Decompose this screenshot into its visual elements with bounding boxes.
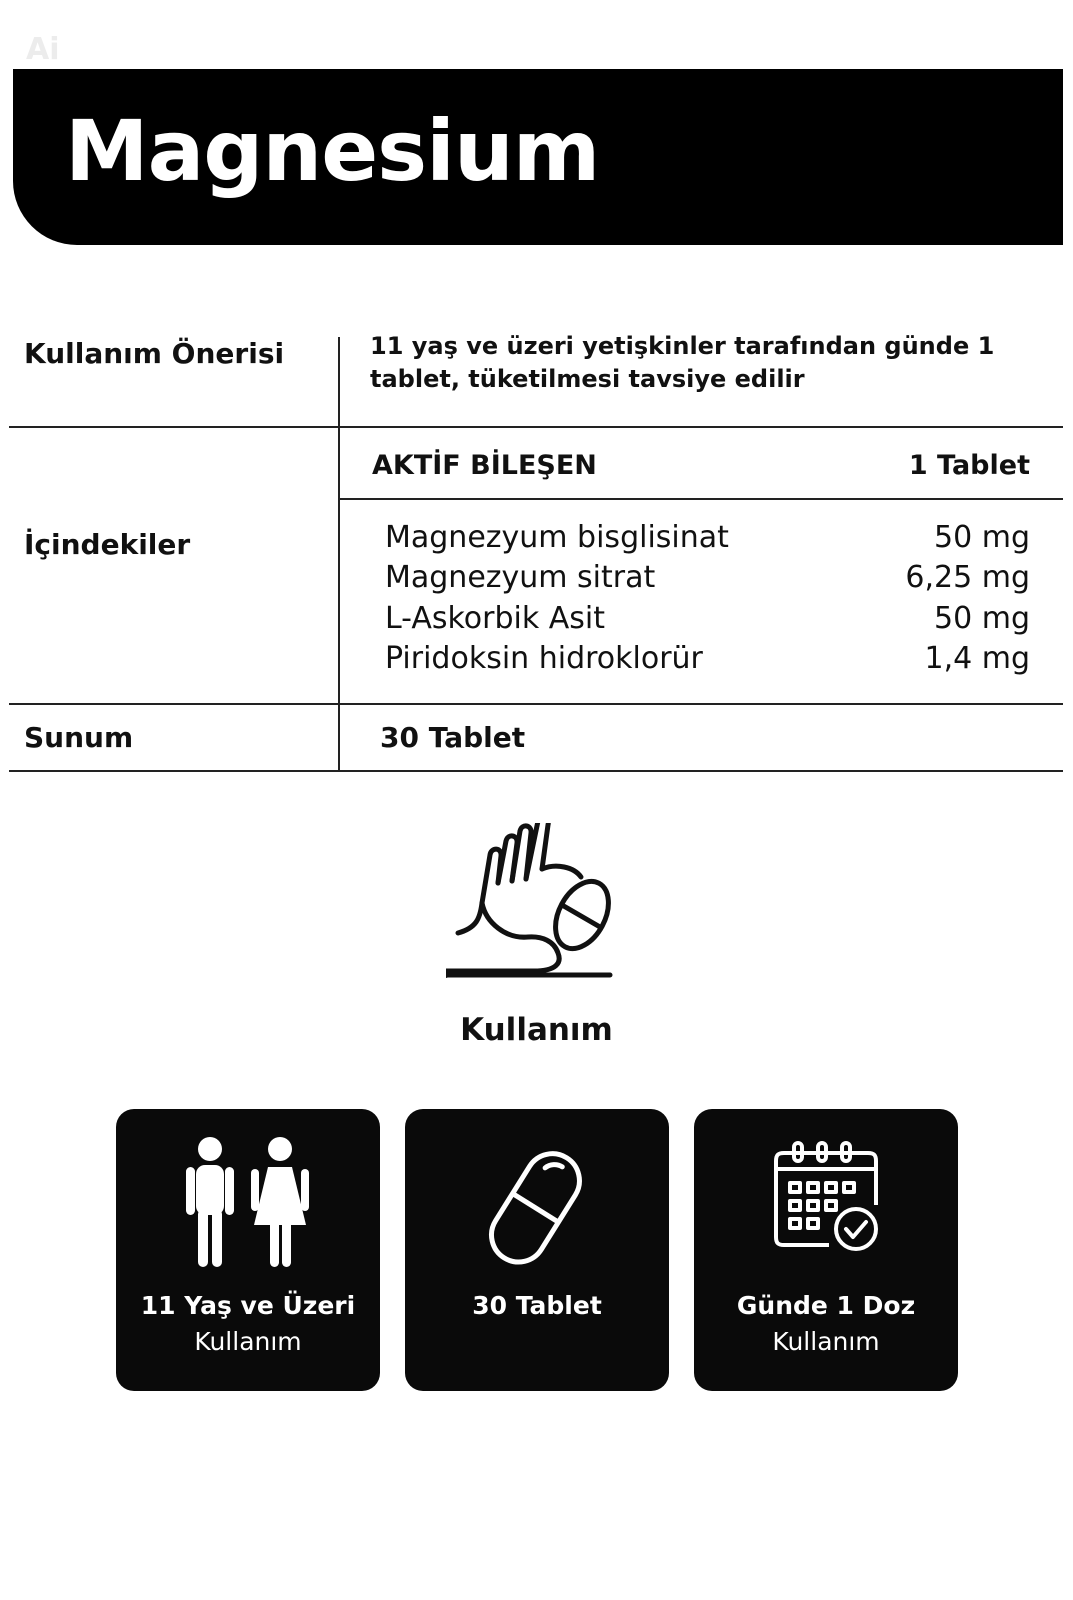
amount-column-header: 1 Tablet	[908, 450, 1030, 481]
ingredients-label: İçindekiler	[24, 528, 191, 561]
watermark: Ai	[26, 32, 60, 67]
calendar-check-icon	[694, 1109, 958, 1289]
ingredients-header-divider	[340, 498, 1063, 500]
ingredient-name: Magnezyum bisglisinat	[385, 520, 729, 555]
usage-section-title: Kullanım	[460, 1012, 613, 1048]
header-band	[13, 69, 1063, 245]
age-card	[116, 1109, 380, 1391]
presentation-value: 30 Tablet	[380, 721, 526, 754]
table-divider	[9, 703, 1063, 705]
table-divider	[9, 426, 1063, 428]
quantity-card	[405, 1109, 669, 1391]
table-divider-vertical	[338, 337, 340, 770]
table-divider	[9, 770, 1063, 772]
ingredient-amount: 50 mg	[934, 601, 1030, 636]
ingredient-name: L-Askorbik Asit	[385, 601, 606, 636]
product-title: Magnesium	[65, 102, 600, 200]
dose-card	[694, 1109, 958, 1391]
usage-text: 11 yaş ve üzeri yetişkinler tarafından günde 1 tablet, tüketilmesi tavsiye edilir	[370, 332, 995, 393]
hand-pill-icon	[446, 823, 626, 993]
card-title: 11 Yaş ve Üzeri	[140, 1291, 356, 1320]
usage-label: Kullanım Önerisi	[24, 337, 285, 370]
ingredient-amount: 50 mg	[934, 520, 1030, 555]
ingredient-column-header: AKTİF BİLEŞEN	[372, 450, 597, 481]
card-title: 30 Tablet	[472, 1291, 602, 1320]
card-subtitle: Kullanım	[194, 1327, 302, 1356]
capsule-icon	[405, 1109, 669, 1289]
presentation-label: Sunum	[24, 721, 134, 754]
card-subtitle: Kullanım	[772, 1327, 880, 1356]
people-icon	[116, 1109, 380, 1289]
ingredient-amount: 6,25 mg	[905, 560, 1030, 595]
card-title: Günde 1 Doz	[736, 1291, 916, 1320]
ingredient-name: Magnezyum sitrat	[385, 560, 656, 595]
ingredient-name: Piridoksin hidroklorür	[385, 641, 703, 676]
ingredient-amount: 1,4 mg	[924, 641, 1030, 676]
